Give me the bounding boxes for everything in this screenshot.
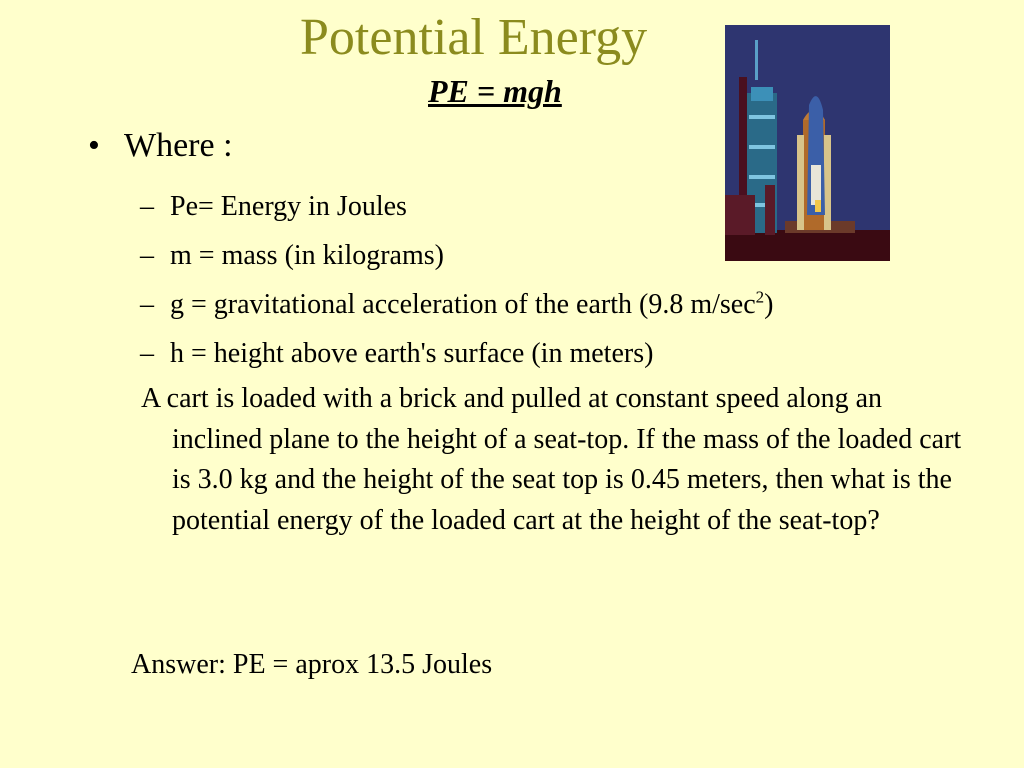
definition-g-text: g = gravitational acceleration of the earth (9.8 m/sec: [170, 289, 756, 320]
dash-marker: –: [140, 240, 154, 271]
where-label: Where :: [124, 127, 233, 164]
slide-title: Potential Energy: [300, 9, 648, 66]
formula: PE = mgh: [428, 73, 562, 109]
definition-h: [140, 329, 773, 378]
definition-m: [140, 231, 773, 280]
problem-statement: A cart is loaded with a brick and pulled at constant speed along an inclined plane to the height of a seat-top. If the mass of the loaded cart is 3.0 kg and the height of the seat top is 0.45 meters, then what is the potential energy of the loaded cart at the height of the seat-top?: [141, 383, 962, 536]
definition-m-text: m = mass (in kilograms): [170, 240, 444, 271]
definition-pe-text: Pe= Energy in Joules: [170, 191, 407, 222]
definition-g-suffix: ): [764, 289, 774, 320]
dash-marker: –: [140, 289, 154, 320]
definition-h-text: h = height above earth's surface (in meters): [170, 338, 654, 369]
answer-text: Answer: PE = aprox 13.5 Joules: [131, 649, 493, 680]
definitions-list: [140, 182, 773, 378]
definition-g-superscript: 2: [755, 287, 765, 307]
bullet-dot: •: [88, 127, 100, 164]
definition-pe: [140, 182, 773, 231]
bullet-where: [88, 126, 233, 167]
dash-marker: –: [140, 338, 154, 369]
dash-marker: –: [140, 191, 154, 222]
definition-g: [140, 280, 773, 329]
